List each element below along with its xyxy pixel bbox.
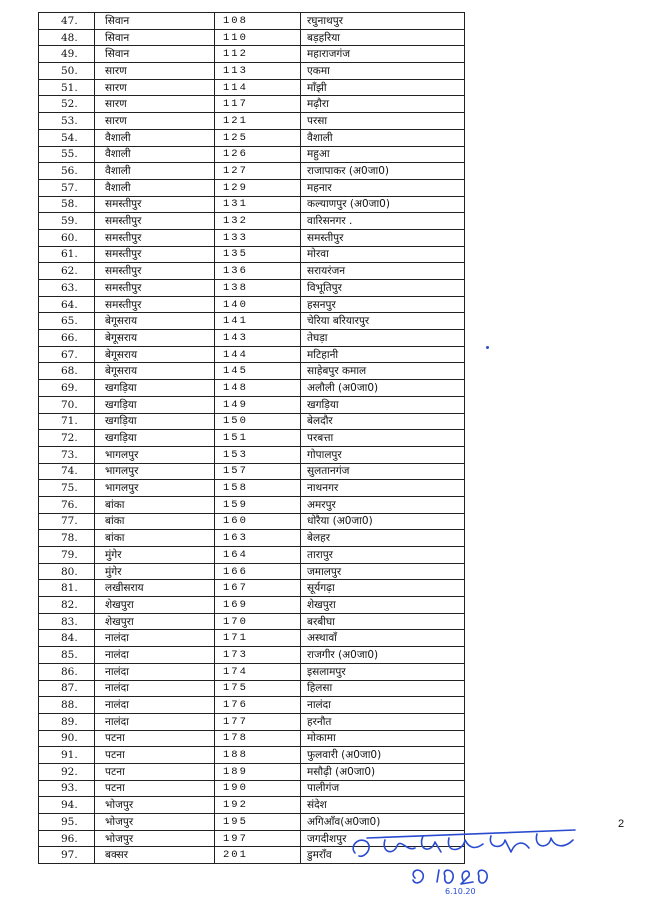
constituency-number-cell: 149 — [215, 396, 301, 413]
constituency-number-cell: 110 — [215, 29, 301, 46]
district-cell: खगड़िया — [95, 430, 215, 447]
handwritten-signature — [345, 818, 585, 898]
table-row — [39, 713, 465, 730]
district-cell: सारण — [95, 96, 215, 113]
constituency-name-cell: डुमराँव — [301, 847, 465, 864]
constituency-name-cell: मटिहानी — [301, 346, 465, 363]
constituency-name-cell: पालीगंज — [301, 780, 465, 797]
constituency-name-cell: वैशाली — [301, 129, 465, 146]
district-cell: वैशाली — [95, 146, 215, 163]
table-row — [39, 280, 465, 297]
serial-number-cell: 89. — [39, 713, 95, 730]
table-row — [39, 747, 465, 764]
constituency-number-cell: 197 — [215, 830, 301, 847]
serial-number-cell: 90. — [39, 730, 95, 747]
district-cell: पटना — [95, 780, 215, 797]
district-cell: शेखपुरा — [95, 597, 215, 614]
constituency-number-cell: 113 — [215, 63, 301, 80]
table-row — [39, 330, 465, 347]
serial-number-cell: 95. — [39, 814, 95, 831]
table-row — [39, 797, 465, 814]
constituency-number-cell: 140 — [215, 296, 301, 313]
constituency-name-cell: साहेबपुर कमाल — [301, 363, 465, 380]
constituency-number-cell: 170 — [215, 613, 301, 630]
serial-number-cell: 66. — [39, 330, 95, 347]
constituency-number-cell: 141 — [215, 313, 301, 330]
serial-number-cell: 63. — [39, 280, 95, 297]
constituency-name-cell: नाथनगर — [301, 480, 465, 497]
district-cell: बांका — [95, 496, 215, 513]
date-stroke — [478, 870, 487, 883]
district-cell: सिवान — [95, 29, 215, 46]
constituency-number-cell: 112 — [215, 46, 301, 63]
constituency-name-cell: विभूतिपुर — [301, 280, 465, 297]
district-cell: भागलपुर — [95, 463, 215, 480]
serial-number-cell: 84. — [39, 630, 95, 647]
serial-number-cell: 76. — [39, 496, 95, 513]
constituency-name-cell: हरनौत — [301, 713, 465, 730]
table-row — [39, 680, 465, 697]
constituency-name-cell: सरायरंजन — [301, 263, 465, 280]
district-cell: समस्तीपुर — [95, 296, 215, 313]
constituency-number-cell: 136 — [215, 263, 301, 280]
serial-number-cell: 87. — [39, 680, 95, 697]
table-row — [39, 313, 465, 330]
serial-number-cell: 71. — [39, 413, 95, 430]
constituency-name-cell: अस्थावाँ — [301, 630, 465, 647]
table-row — [39, 46, 465, 63]
serial-number-cell: 53. — [39, 113, 95, 130]
constituency-number-cell: 126 — [215, 146, 301, 163]
district-cell: बक्सर — [95, 847, 215, 864]
district-cell: नालंदा — [95, 630, 215, 647]
constituency-number-cell: 195 — [215, 814, 301, 831]
table-row — [39, 480, 465, 497]
constituency-number-cell: 150 — [215, 413, 301, 430]
table-row — [39, 363, 465, 380]
date-stroke — [461, 871, 473, 884]
district-cell: बेगूसराय — [95, 313, 215, 330]
table-row — [39, 213, 465, 230]
district-cell: नालंदा — [95, 647, 215, 664]
serial-number-cell: 75. — [39, 480, 95, 497]
district-cell: बेगूसराय — [95, 330, 215, 347]
district-cell: नालंदा — [95, 663, 215, 680]
serial-number-cell: 47. — [39, 13, 95, 30]
constituency-name-cell: बरबीघा — [301, 613, 465, 630]
district-cell: सारण — [95, 79, 215, 96]
constituency-name-cell: सूर्यगढ़ा — [301, 580, 465, 597]
constituency-name-cell: परबत्ता — [301, 430, 465, 447]
constituency-name-cell: वारिसनगर . — [301, 213, 465, 230]
constituency-number-cell: 171 — [215, 630, 301, 647]
serial-number-cell: 85. — [39, 647, 95, 664]
table-row — [39, 663, 465, 680]
constituency-name-cell: मढ़ौरा — [301, 96, 465, 113]
constituency-name-cell: महनार — [301, 179, 465, 196]
constituency-number-cell: 132 — [215, 213, 301, 230]
serial-number-cell: 97. — [39, 847, 95, 864]
constituency-name-cell: इसलामपुर — [301, 663, 465, 680]
district-cell: मुंगेर — [95, 563, 215, 580]
district-cell: नालंदा — [95, 713, 215, 730]
serial-number-cell: 49. — [39, 46, 95, 63]
district-cell: सिवान — [95, 46, 215, 63]
table-row — [39, 346, 465, 363]
table-body — [39, 13, 465, 864]
constituency-number-cell: 178 — [215, 730, 301, 747]
district-cell: समस्तीपुर — [95, 196, 215, 213]
serial-number-cell: 55. — [39, 146, 95, 163]
table-row — [39, 63, 465, 80]
district-cell: भोजपुर — [95, 797, 215, 814]
constituency-name-cell: रघुनाथपुर — [301, 13, 465, 30]
table-row — [39, 613, 465, 630]
district-cell: शेखपुरा — [95, 613, 215, 630]
table-row — [39, 196, 465, 213]
serial-number-cell: 91. — [39, 747, 95, 764]
table-row — [39, 496, 465, 513]
constituency-number-cell: 159 — [215, 496, 301, 513]
constituency-name-cell: अगिआँव(अ0जा0) — [301, 814, 465, 831]
signature-stroke — [490, 836, 529, 852]
district-cell: बांका — [95, 530, 215, 547]
serial-number-cell: 50. — [39, 63, 95, 80]
constituency-number-cell: 167 — [215, 580, 301, 597]
constituency-number-cell: 153 — [215, 446, 301, 463]
constituency-name-cell: राजापाकर (अ0जा0) — [301, 163, 465, 180]
constituency-name-cell: जमालपुर — [301, 563, 465, 580]
district-cell: लखीसराय — [95, 580, 215, 597]
district-cell: वैशाली — [95, 179, 215, 196]
constituency-number-cell: 144 — [215, 346, 301, 363]
table-row — [39, 229, 465, 246]
serial-number-cell: 78. — [39, 530, 95, 547]
constituency-name-cell: राजगीर (अ0जा0) — [301, 647, 465, 664]
constituency-name-cell: तेघड़ा — [301, 330, 465, 347]
constituency-name-cell: फुलवारी (अ0जा0) — [301, 747, 465, 764]
serial-number-cell: 92. — [39, 763, 95, 780]
serial-number-cell: 74. — [39, 463, 95, 480]
constituency-name-cell: मसौढ़ी (अ0जा0) — [301, 763, 465, 780]
serial-number-cell: 56. — [39, 163, 95, 180]
constituency-name-cell: हिलसा — [301, 680, 465, 697]
district-cell: समस्तीपुर — [95, 246, 215, 263]
constituency-name-cell: चेरिया बरियारपुर — [301, 313, 465, 330]
constituency-number-cell: 166 — [215, 563, 301, 580]
constituency-number-cell: 188 — [215, 747, 301, 764]
constituency-number-cell: 163 — [215, 530, 301, 547]
constituency-number-cell: 138 — [215, 280, 301, 297]
date-stroke — [437, 870, 453, 883]
table-row — [39, 647, 465, 664]
constituency-name-cell: एकमा — [301, 63, 465, 80]
serial-number-cell: 48. — [39, 29, 95, 46]
constituency-name-cell: अलौली (अ0जा0) — [301, 380, 465, 397]
table-row — [39, 547, 465, 564]
serial-number-cell: 80. — [39, 563, 95, 580]
signature-stroke — [448, 838, 483, 850]
table-row — [39, 113, 465, 130]
constituency-name-cell: महाराजगंज — [301, 46, 465, 63]
constituency-number-cell: 192 — [215, 797, 301, 814]
constituency-name-cell: मोकामा — [301, 730, 465, 747]
constituency-number-cell: 135 — [215, 246, 301, 263]
table-row — [39, 263, 465, 280]
signature-stroke — [536, 834, 573, 846]
constituency-number-cell: 121 — [215, 113, 301, 130]
constituency-number-cell: 173 — [215, 647, 301, 664]
constituency-name-cell: गोपालपुर — [301, 446, 465, 463]
table-row — [39, 129, 465, 146]
table-row — [39, 563, 465, 580]
constituency-number-cell: 108 — [215, 13, 301, 30]
serial-number-cell: 54. — [39, 129, 95, 146]
constituency-number-cell: 143 — [215, 330, 301, 347]
constituency-name-cell: खगड़िया — [301, 396, 465, 413]
serial-number-cell: 86. — [39, 663, 95, 680]
serial-number-cell: 62. — [39, 263, 95, 280]
table-row — [39, 513, 465, 530]
constituency-number-cell: 114 — [215, 79, 301, 96]
table-row — [39, 780, 465, 797]
constituency-name-cell: हसनपुर — [301, 296, 465, 313]
district-cell: पटना — [95, 730, 215, 747]
constituency-number-cell: 157 — [215, 463, 301, 480]
constituency-name-cell: धोरैया (अ0जा0) — [301, 513, 465, 530]
district-cell: खगड़िया — [95, 413, 215, 430]
district-cell: बेगूसराय — [95, 363, 215, 380]
district-cell: भागलपुर — [95, 480, 215, 497]
page-number: 2 — [618, 818, 625, 830]
district-cell: पटना — [95, 763, 215, 780]
constituency-name-cell: बेलहर — [301, 530, 465, 547]
constituency-name-cell: मोरवा — [301, 246, 465, 263]
constituency-number-cell: 158 — [215, 480, 301, 497]
constituency-number-cell: 148 — [215, 380, 301, 397]
district-cell: पटना — [95, 747, 215, 764]
district-cell: भोजपुर — [95, 830, 215, 847]
serial-number-cell: 51. — [39, 79, 95, 96]
constituency-number-cell: 151 — [215, 430, 301, 447]
signature-stroke — [384, 840, 415, 852]
district-cell: भागलपुर — [95, 446, 215, 463]
table-row — [39, 13, 465, 30]
table-row — [39, 730, 465, 747]
serial-number-cell: 73. — [39, 446, 95, 463]
serial-number-cell: 65. — [39, 313, 95, 330]
constituency-number-cell: 145 — [215, 363, 301, 380]
table-row — [39, 380, 465, 397]
serial-number-cell: 94. — [39, 797, 95, 814]
district-cell: वैशाली — [95, 163, 215, 180]
date-stroke — [413, 870, 423, 883]
constituency-name-cell: अमरपुर — [301, 496, 465, 513]
serial-number-cell: 72. — [39, 430, 95, 447]
constituency-table — [38, 12, 465, 864]
constituency-number-cell: 176 — [215, 697, 301, 714]
constituency-number-cell: 189 — [215, 763, 301, 780]
constituency-number-cell: 129 — [215, 179, 301, 196]
constituency-name-cell: जगदीशपुर — [301, 830, 465, 847]
constituency-name-cell: शेखपुरा — [301, 597, 465, 614]
constituency-number-cell: 117 — [215, 96, 301, 113]
constituency-name-cell: बेलदौर — [301, 413, 465, 430]
table-row — [39, 29, 465, 46]
district-cell: बेगूसराय — [95, 346, 215, 363]
constituency-name-cell: नालंदा — [301, 697, 465, 714]
serial-number-cell: 52. — [39, 96, 95, 113]
district-cell: खगड़िया — [95, 380, 215, 397]
constituency-number-cell: 169 — [215, 597, 301, 614]
table-row — [39, 580, 465, 597]
constituency-name-cell: माँझी — [301, 79, 465, 96]
constituency-name-cell: तारापुर — [301, 547, 465, 564]
signature-date: 6.10.20 — [445, 887, 476, 896]
table-row — [39, 446, 465, 463]
constituency-number-cell: 175 — [215, 680, 301, 697]
table-row — [39, 630, 465, 647]
constituency-number-cell: 164 — [215, 547, 301, 564]
serial-number-cell: 96. — [39, 830, 95, 847]
serial-number-cell: 64. — [39, 296, 95, 313]
serial-number-cell: 57. — [39, 179, 95, 196]
constituency-number-cell: 177 — [215, 713, 301, 730]
district-cell: नालंदा — [95, 680, 215, 697]
serial-number-cell: 67. — [39, 346, 95, 363]
ink-dot — [486, 346, 489, 349]
constituency-number-cell: 125 — [215, 129, 301, 146]
constituency-name-cell: महुआ — [301, 146, 465, 163]
table-row — [39, 163, 465, 180]
table-row — [39, 96, 465, 113]
constituency-number-cell: 133 — [215, 229, 301, 246]
district-cell: समस्तीपुर — [95, 263, 215, 280]
district-cell: सारण — [95, 113, 215, 130]
table-row — [39, 246, 465, 263]
constituency-name-cell: बड़हरिया — [301, 29, 465, 46]
table-row — [39, 697, 465, 714]
serial-number-cell: 68. — [39, 363, 95, 380]
district-cell: मुंगेर — [95, 547, 215, 564]
serial-number-cell: 93. — [39, 780, 95, 797]
district-cell: भोजपुर — [95, 814, 215, 831]
serial-number-cell: 81. — [39, 580, 95, 597]
serial-number-cell: 58. — [39, 196, 95, 213]
district-cell: खगड़िया — [95, 396, 215, 413]
constituency-name-cell: कल्याणपुर (अ0जा0) — [301, 196, 465, 213]
district-cell: सारण — [95, 63, 215, 80]
table-row — [39, 530, 465, 547]
serial-number-cell: 88. — [39, 697, 95, 714]
serial-number-cell: 69. — [39, 380, 95, 397]
table-row — [39, 396, 465, 413]
signature-stroke — [422, 836, 441, 852]
constituency-number-cell: 174 — [215, 663, 301, 680]
table-row — [39, 763, 465, 780]
constituency-name-cell: सुलतानगंज — [301, 463, 465, 480]
table-row — [39, 597, 465, 614]
district-cell: समस्तीपुर — [95, 213, 215, 230]
serial-number-cell: 83. — [39, 613, 95, 630]
constituency-number-cell: 190 — [215, 780, 301, 797]
constituency-number-cell: 201 — [215, 847, 301, 864]
district-cell: बांका — [95, 513, 215, 530]
table-row — [39, 413, 465, 430]
constituency-name-cell: समस्तीपुर — [301, 229, 465, 246]
serial-number-cell: 59. — [39, 213, 95, 230]
table-row — [39, 179, 465, 196]
constituency-number-cell: 127 — [215, 163, 301, 180]
serial-number-cell: 82. — [39, 597, 95, 614]
serial-number-cell: 79. — [39, 547, 95, 564]
constituency-number-cell: 160 — [215, 513, 301, 530]
serial-number-cell: 61. — [39, 246, 95, 263]
constituency-name-cell: संदेश — [301, 797, 465, 814]
signature-stroke — [353, 840, 369, 856]
constituency-name-cell: परसा — [301, 113, 465, 130]
table-row — [39, 146, 465, 163]
district-cell: समस्तीपुर — [95, 229, 215, 246]
district-cell: सिवान — [95, 13, 215, 30]
table-row — [39, 79, 465, 96]
signature-headline — [367, 830, 575, 838]
table-row — [39, 296, 465, 313]
serial-number-cell: 60. — [39, 229, 95, 246]
district-cell: नालंदा — [95, 697, 215, 714]
serial-number-cell: 77. — [39, 513, 95, 530]
district-cell: समस्तीपुर — [95, 280, 215, 297]
district-cell: वैशाली — [95, 129, 215, 146]
table-row — [39, 463, 465, 480]
table-row — [39, 430, 465, 447]
constituency-number-cell: 131 — [215, 196, 301, 213]
serial-number-cell: 70. — [39, 396, 95, 413]
